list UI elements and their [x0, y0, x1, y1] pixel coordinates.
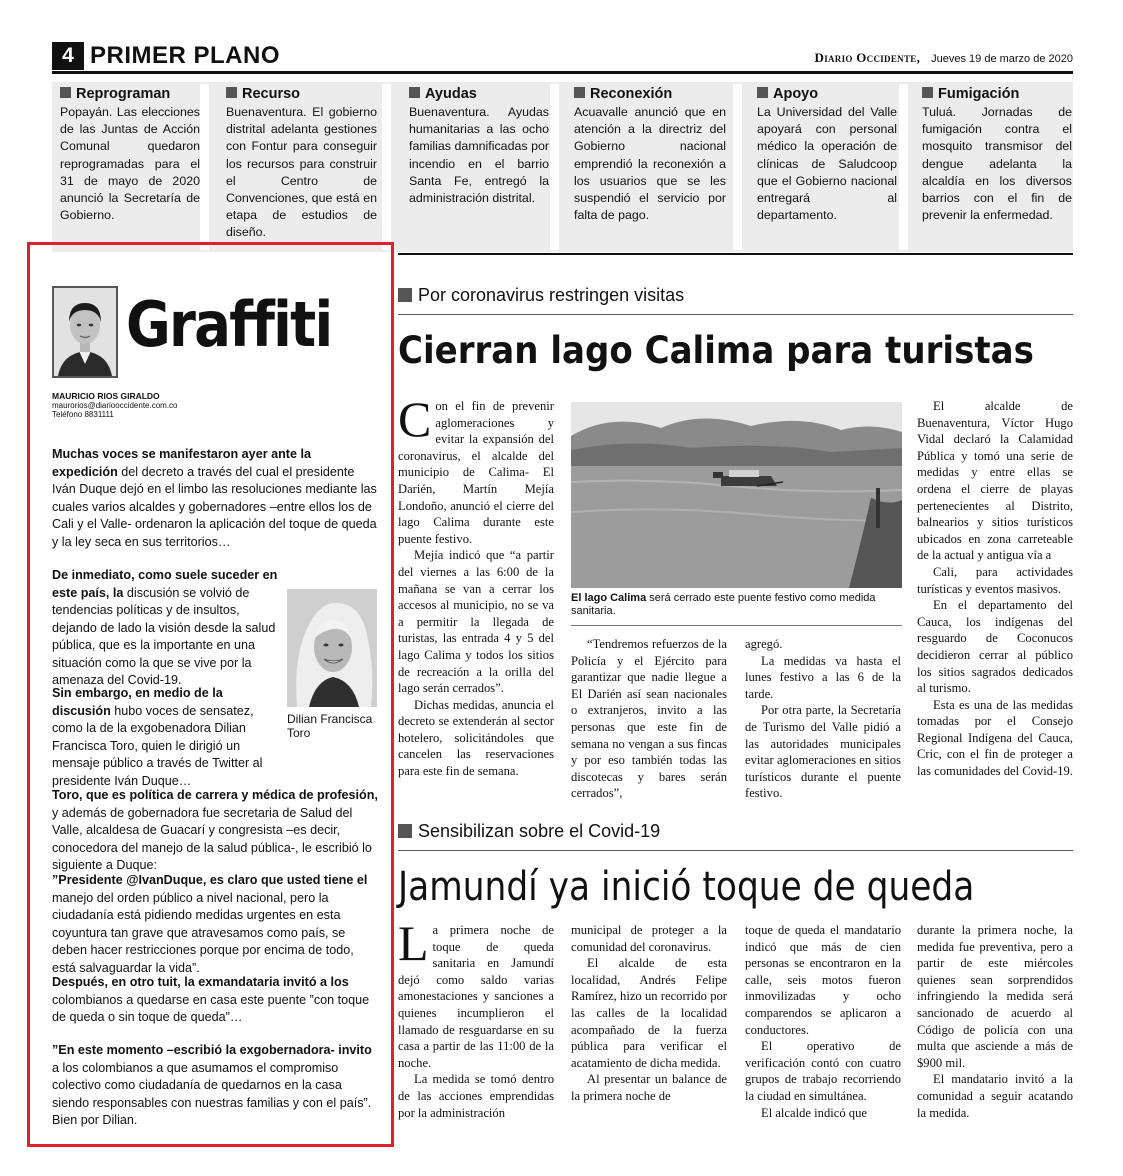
graffiti-paragraph: Sin embargo, en medio de la discusión hubo voces de sensatez, como la de la exgobenadora Dilian Francisca Toro, quien le dirigió un mensaje público a través de Twitter al presidente Iván Duque…	[52, 686, 263, 788]
brief-recurso	[226, 86, 377, 242]
article-paragraph: toque de queda el mandatario indicó que más de cien personas se encontraron en la calle, seis motos fueron inmovilizadas y ocho comparendos se aplicaron a conductores.	[745, 923, 901, 1037]
article-paragraph: agregó.	[745, 637, 783, 651]
article-column	[571, 636, 727, 802]
lake-photo	[571, 402, 902, 588]
article-kicker: Sensibilizan sobre el Covid-19	[398, 820, 660, 842]
article-paragraph: Cali, para actividades turísticas y eventos masivos.	[917, 564, 1073, 596]
article-paragraph: Por otra parte, la Secretaría de Turismo del Valle pidió a las autoridades municipales evitar aglomeraciones en sitios turísticos durante el puente festivo.	[745, 703, 901, 801]
brief-text: La Universidad del Valle apoyará con personal médico la operación de clínicas de Saludcoop que el Gobierno nacional entregará al departamento.	[757, 105, 897, 223]
article-paragraph: “Tendremos refuerzos de la Policía y el Ejército para garantizar que nadie llegue a El Darién así sean nacionales o extranjeros, invito a las personas que este fin de semana no vengan a sus fincas y por eso también todas las discotecas y bares serán cerrados”,	[571, 637, 727, 801]
graffiti-paragraph: ”Presidente @IvanDuque, es claro que usted tiene el manejo del orden público a nivel nacional, pero la ciudadanía está pidiendo medidas urgentes en esta coyuntura tan grave que atravesamos como país, se deben hacer restricciones porque por encima de todo, está salvaguardar la vida”.	[52, 873, 368, 975]
article-column	[398, 915, 554, 1121]
article-paragraph: El operativo de verificación contó con cuatro grupos de trabajo recorriendo la ciudad en simultánea.	[745, 1039, 901, 1103]
drop-cap: C	[398, 391, 432, 447]
article-paragraph: El alcalde de Buenaventura, Víctor Hugo Vidal declaró la Calamidad Pública y tomó una serie de medidas y entre ellas se ordena el cierre de playas pertenecientes al Distrito, balnearios y sitios turísticos ubicados en zona carreteable de la actual y antigua vía a	[917, 399, 1073, 563]
brief-title: Recurso	[226, 86, 377, 103]
kicker-rule	[398, 314, 1073, 315]
masthead	[815, 50, 1074, 67]
brief-separator	[550, 84, 559, 250]
article-paragraph: Dichas medidas, anuncia el decreto se extenderán al sector hotelero, solicitándoles que cancelen las reservaciones para este fin de semana.	[398, 697, 554, 779]
article-column	[917, 398, 1073, 780]
article-paragraph: El alcalde de esta localidad, Andrés Felipe Ramírez, hizo un recorrido por las calles de la localidad acompañado de la fuerza pública para verificar el acatamiento de dicha medida.	[571, 956, 727, 1070]
article-paragraph: Mejía indicó que “a partir del viernes a las 6:00 de la mañana se van a cerrar los accesos al municipio, no se va a permitir la llegada de turistas, las entrada 4 y 5 del lago Calima y todos los sitios de recreación a la orilla del lago serán cerrados”.	[398, 548, 554, 696]
brief-title: Fumigación	[922, 86, 1072, 103]
brief-title: Ayudas	[409, 86, 549, 103]
graffiti-paragraph: Toro, que es política de carrera y médica de profesión, y además de gobernadora fue secretaria de Salud del Valle, alcaldesa de Guacarí y congresista –es decir, conocedora del manejo de la salud pública-, le escribió lo siguiente a Duque:	[52, 788, 378, 872]
author-phone: Teléfono 8831111	[52, 410, 114, 419]
brief-text: Acuavalle anunció que en atención a la directriz del Gobierno nacional emprendió la reconexión a los usuarios que se les suspendió el servicio por falta de pago.	[574, 105, 726, 223]
bullet-square-icon	[757, 87, 768, 98]
lake-landscape-icon	[571, 402, 902, 588]
kicker-rule	[398, 850, 1073, 851]
bullet-square-icon	[922, 87, 933, 98]
page-number: 4	[52, 42, 84, 70]
brief-title: Reconexión	[574, 86, 726, 103]
article-column	[745, 922, 901, 1121]
brief-fumigacion	[922, 86, 1072, 224]
bullet-square-icon	[60, 87, 71, 98]
brief-title: Reprograman	[60, 86, 200, 103]
article-paragraph: municipal de proteger a la comunidad del coronavirus.	[571, 923, 727, 954]
article-paragraph: Con el fin de prevenir aglomeraciones y evitar la expansión del coronavirus, el alcalde del municipio de Calima- El Darién, Martín Mejía Londoño, anunció el cierre del lago Calima durante este puente festivo.	[398, 391, 554, 546]
article-column	[917, 922, 1073, 1121]
brief-separator	[733, 84, 742, 250]
bullet-square-icon	[574, 87, 585, 98]
graffiti-paragraph: De inmediato, como suele suceder en este país, la discusión se volvió de tendencias políticas y de insultos, dejando de lado la visión desde la salud pública, que es la importante en una situación como la que se vive por la amenaza del Covid-19.	[52, 567, 379, 719]
article-paragraph: El alcalde indicó que	[761, 1105, 867, 1120]
section-title: PRIMER PLANO	[90, 42, 281, 69]
brief-ayudas	[409, 86, 549, 207]
brief-separator	[382, 84, 391, 250]
brief-apoyo	[757, 86, 897, 224]
author-portrait-icon	[54, 288, 116, 376]
author-byline	[52, 392, 178, 419]
graffiti-paragraph: Después, en otro tuit, la exmandataria invitó a los colombianos a quedarse en casa este puente ”con toque de queda o sin toque de queda”…	[52, 975, 370, 1024]
article-paragraph: Al presentar un balance de la primera noche de	[571, 1072, 727, 1103]
article-column	[745, 636, 901, 802]
brief-title: Apoyo	[757, 86, 897, 103]
photo-caption: El lago Calima será cerrado este puente festivo como medida sanitaria.	[571, 592, 876, 617]
issue-date: Jueves 19 de marzo de 2020	[931, 53, 1073, 65]
header-rule	[52, 71, 1073, 74]
article-paragraph: La primera noche de toque de queda sanitaria en Jamundí dejó como saldo varias amonestaciones y sanciones a quienes incumplieron el llamado de resguardarse en su casa a partir de las 11:00 de la noche.	[398, 915, 554, 1070]
article-headline: Cierran lago Calima para turistas	[398, 329, 1034, 372]
caption-rule	[571, 625, 902, 626]
article-kicker: Por coronavirus restringen visitas	[398, 284, 684, 306]
graffiti-paragraph: ”En este momento –escribió la exgobernadora- invito a los colombianos a que asumamos el compromiso colectivo como ciudadanía de quedarnos en la casa siendo responsables con nuestras familias y con el país”. Bien por Dilian.	[52, 1043, 372, 1127]
brief-text: Buenaventura. Ayudas humanitarias a las ocho familias damnificadas por incendio en el barrio Santa Fe, entregó la administración distrital.	[409, 105, 549, 206]
section-rule	[398, 253, 1073, 255]
dilian-photo	[287, 589, 377, 707]
article-paragraph: Esta es una de las medidas tomadas por el Consejo Regional Indígena del Cauca, Cric, con el fin de proteger a las comunidades del Covid-19.	[917, 697, 1073, 779]
article-paragraph: En el departamento del Cauca, los indígenas del resguardo de Coconucos decidieron cerrar al público los sitios sagrados dedicados al turismo.	[917, 598, 1073, 696]
brief-separator	[899, 84, 908, 250]
article-paragraph: durante la primera noche, la medida fue preventiva, pero a partir de este miércoles quienes sean sorprendidos infringiendo la medida será sancionado de acuerdo al Código de policía con una multa que asciende a más de $900 mil.	[917, 923, 1073, 1070]
newspaper-name: Diario Occidente,	[814, 50, 921, 65]
article-paragraph: La medidas va hasta el lunes festivo a las 6 de la tarde.	[745, 653, 901, 701]
brief-separator	[200, 84, 209, 250]
article-column	[398, 391, 554, 780]
bullet-square-icon	[398, 824, 412, 838]
author-name: MAURICIO RIOS GIRALDO	[52, 391, 160, 401]
author-photo	[52, 286, 118, 378]
author-email: maurorios@diariooccidente.com.co	[52, 401, 178, 410]
photo-caption: Dilian Francisca Toro	[287, 712, 373, 740]
woman-portrait-icon	[287, 589, 377, 707]
article-paragraph: El mandatario invitó a la comunidad a seguir acatando la medida.	[917, 1072, 1073, 1120]
article-paragraph: La medida se tomó dentro de las acciones emprendidas por la administración	[398, 1072, 554, 1120]
drop-cap: L	[398, 915, 429, 971]
article-column	[571, 922, 727, 1105]
graffiti-paragraph: Muchas voces se manifestaron ayer ante la expedición del decreto a través del cual el presidente Iván Duque dejó en el limbo las resoluciones mediante las cuales varios alcaldes y gobernadores –entre ellos los de Cali y el Valle- ordenaron la aplicación del toque de queda y la ley seca en sus territorios…	[52, 447, 377, 549]
column-title: Graffiti	[126, 288, 332, 361]
article-headline: Jamundí ya inició toque de queda	[398, 864, 975, 910]
brief-reprograman	[60, 86, 200, 224]
brief-text: Buenaventura. El gobierno distrital adelanta gestiones con Fontur para conseguir los recursos para construir el Centro de Convenciones, que está en etapa de estudios de diseño.	[226, 105, 377, 240]
bullet-square-icon	[398, 288, 412, 302]
brief-text: Popayán. Las elecciones de las Juntas de Acción Comunal quedaron reprogramadas para el 31 de mayo de 2020 anunció la Secretaría de Gobierno.	[60, 105, 200, 223]
brief-text: Tuluá. Jornadas de fumigación contra el mosquito transmisor del dengue adelanta la alcaldía en los diversos barrios con el fin de prevenir la enfermedad.	[922, 105, 1072, 223]
bullet-square-icon	[226, 87, 237, 98]
brief-reconexion	[574, 86, 726, 224]
bullet-square-icon	[409, 87, 420, 98]
